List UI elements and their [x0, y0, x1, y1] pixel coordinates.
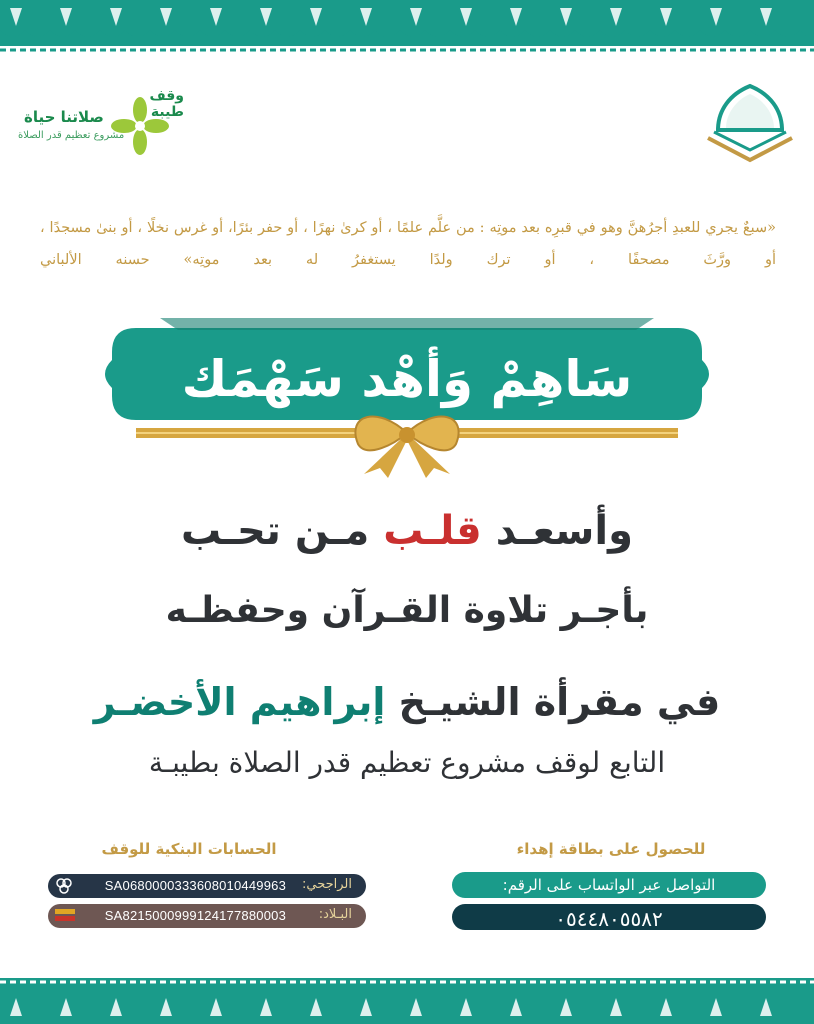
line1-pre: وأسعـد — [495, 508, 633, 554]
bottom-lace-border — [0, 978, 814, 1024]
mosque-dome-icon — [700, 80, 800, 170]
phone-number: ٠٥٤٤٨٠٥٥٨٢ — [555, 907, 663, 931]
bottom-decorative-band — [0, 978, 814, 1024]
message-line-3 — [0, 680, 814, 724]
phone-number-bar[interactable] — [452, 904, 766, 930]
whatsapp-contact-bar — [452, 872, 766, 898]
bank-accounts-title: الحسابات البنكية للوقف — [101, 840, 277, 858]
banner-title: سَاهِمْ وَأهْد سَهْمَك — [181, 350, 633, 408]
gift-bow-icon — [355, 417, 458, 478]
whatsapp-label: التواصل عبر الواتساب على الرقم: — [502, 876, 716, 894]
bank-account-alrajhi — [48, 874, 366, 898]
maqraa-logo — [700, 80, 800, 170]
waqf-label: وقف طيبة — [149, 88, 184, 120]
line3-pre: في مقرأة الشيـخ — [398, 680, 721, 724]
message-line-2: بأجـر تلاوة القـرآن وحفظـه — [165, 590, 649, 631]
top-decorative-band — [0, 0, 814, 46]
gift-card-title: للحصول على بطاقة إهداء — [516, 840, 706, 858]
message-line-4: التابع لوقف مشروع تعظيم قدر الصلاة بطيبـة — [148, 746, 666, 779]
top-lace-border — [0, 0, 814, 62]
line1-accent: قلـب — [383, 508, 482, 554]
bank-name: البـلاد: — [318, 907, 352, 922]
message-line-1 — [0, 508, 814, 554]
line1-post: مـن تحـب — [181, 508, 370, 554]
bank-account-albilad — [48, 904, 366, 928]
albilad-icon — [54, 907, 76, 925]
bank-name: الراجحي: — [301, 877, 352, 892]
logo-tagline: صلاتنا حياة — [24, 108, 104, 126]
logo-subline: مشروع تعظيم قدر الصلاة — [18, 130, 125, 141]
hadith-text: «سبعٌ يجري للعبدِ أجرُهنَّ وهو في قبرِه بعد موتِه : من علَّم علمًا ، أو كرىٰ نهرًا ، أو حفر بئرًا، أو غرس نخلًا ، أو بنىٰ مسجدًا ، أو ورَّثَ مصحفًا ، أو ترك ولدًا يستغفرُ له بعد موتِه» حسنه الألباني — [40, 220, 776, 268]
salatuna-hayah-logo — [14, 86, 184, 164]
line3-accent: إبراهيم الأخضـر — [93, 680, 386, 724]
iban-number: SA8215000999124177880003 — [104, 908, 286, 923]
iban-number: SA0680000333608010449963 — [104, 878, 286, 893]
alrajhi-icon — [54, 877, 74, 895]
